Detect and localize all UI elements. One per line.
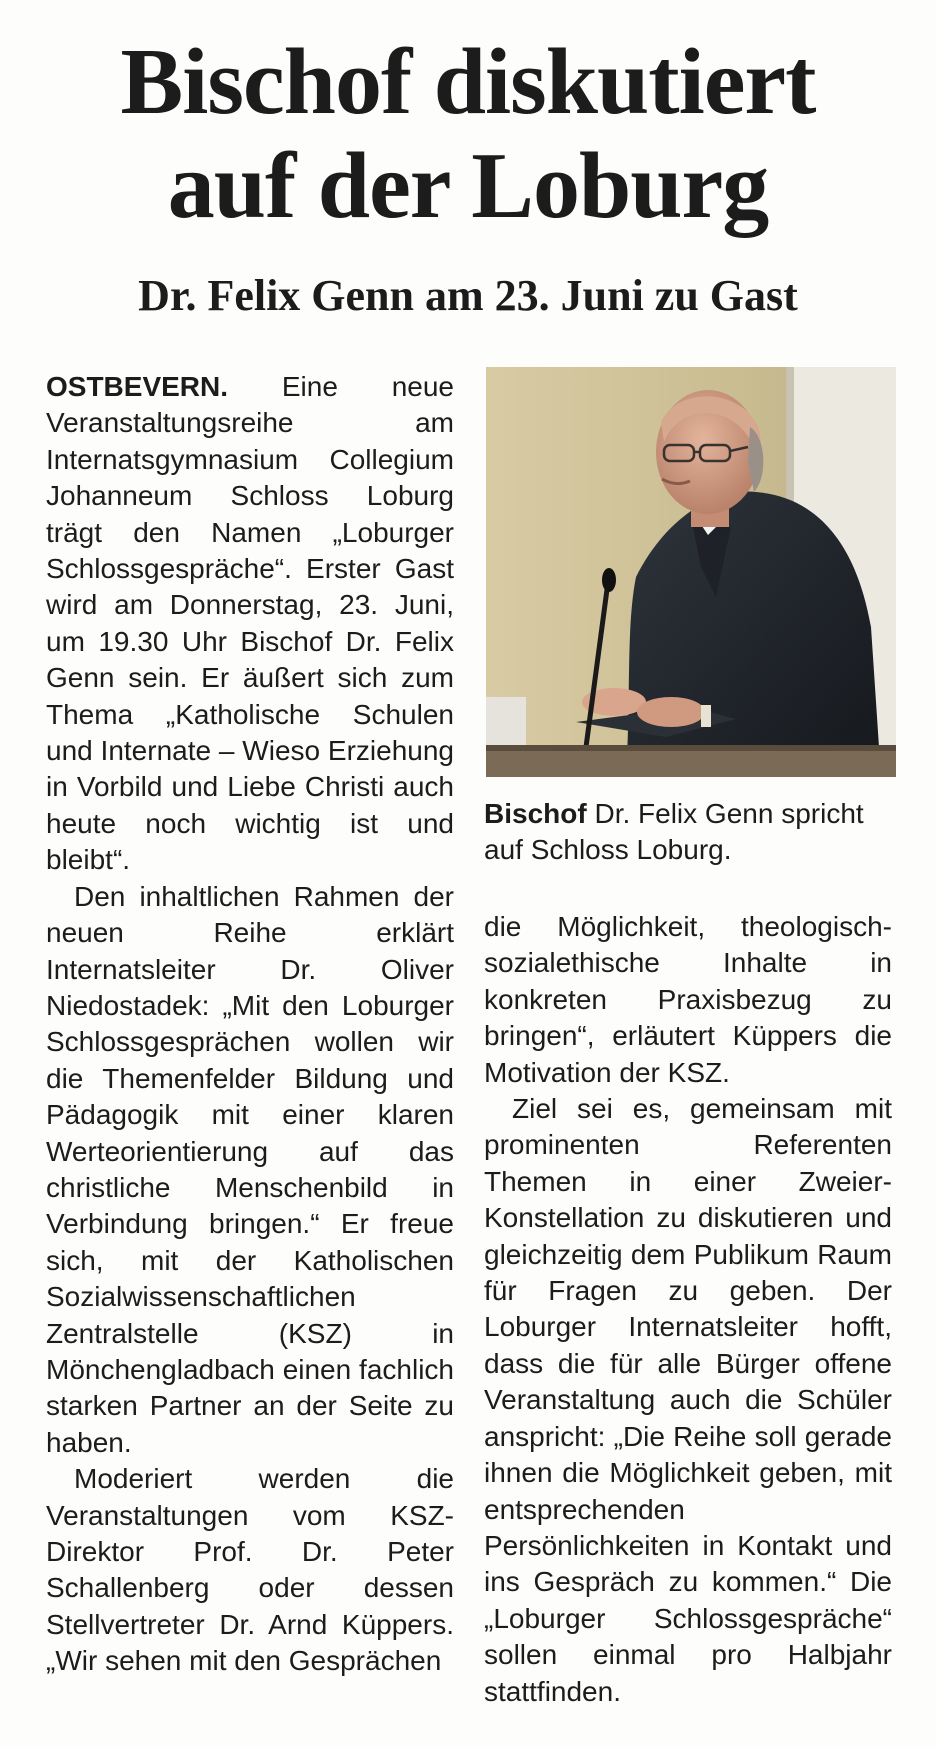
paragraph-1-text: Eine neue Veranstaltungsreihe am Internatsgymnasium Collegium Johanneum Schloss Loburg trägt den Namen „Loburger Schlossgespräche“. Erster Gast wird am Donnerstag, 23. Juni, um 19.30 Uhr Bischof Dr. Felix Genn sein. Er äußert sich zum Thema „Katholische Schulen und Internate – Wieso Erziehung in Vorbild und Liebe Christi auch heute noch wichtig ist und bleibt“. bbox=[46, 371, 455, 876]
dateline: OSTBEVERN. bbox=[46, 371, 229, 402]
caption-lead: Bischof bbox=[484, 798, 587, 829]
photo-caption bbox=[484, 796, 896, 868]
left-column bbox=[46, 369, 454, 1680]
subheadline: Dr. Felix Genn am 23. Juni zu Gast bbox=[138, 271, 798, 320]
headline-line-1: Bischof diskutiert bbox=[120, 30, 816, 134]
paragraph-5: Ziel sei es, gemeinsam mit prominenten Referenten Themen in einer Zweier-Konstellation zu diskutieren und gleichzeitig dem Publikum Raum für Fragen zu geben. Der Loburger Internatsleiter hofft, dass die für alle Bürger offene Veranstaltung auch die Schüler anspricht: „Die Reihe soll gerade ihnen die Möglichkeit geben, mit entsprechenden Persönlichkeiten in Kontakt und ins Gespräch zu kommen.“ Die „Loburger Schlossgespräche“ sollen einmal pro Halbjahr stattfinden. bbox=[484, 1093, 892, 1707]
paragraph-2: Den inhaltlichen Rahmen der neuen Reihe erklärt Internatsleiter Dr. Oliver Niedostadek: „Mit den Loburger Schlossgesprächen wollen wir die Themenfelder Bildung und Pädagogik mit einer klaren Werteorientierung auf das christliche Menschenbild in Verbindung bringen.“ Er freue sich, mit der Katholischen Sozialwissenschaftlichen Zentralstelle (KSZ) in Mönchengladbach einen fachlich starken Partner an der Seite zu haben. bbox=[46, 880, 454, 1458]
bishop-speaking-image bbox=[486, 367, 896, 777]
paragraph-4: die Möglichkeit, theologisch-sozialethische Inhalte in konkreten Praxisbezug zu bringen“, erläutert Küppers die Motivation der KSZ. bbox=[484, 911, 892, 1088]
headline-line-2: auf der Loburg bbox=[167, 134, 769, 238]
caption-text: Dr. Felix Genn spricht auf Schloss Loburg. bbox=[484, 798, 864, 865]
paragraph-3: Moderiert werden die Veranstaltungen vom KSZ-Direktor Prof. Dr. Peter Schallenberg oder dessen Stellvertreter Dr. Arnd Küppers. „Wir sehen mit den Gesprächen bbox=[46, 1463, 454, 1677]
headline bbox=[0, 30, 936, 238]
right-column bbox=[484, 909, 892, 1710]
paragraph-intro bbox=[46, 369, 454, 879]
bishop-photo bbox=[486, 367, 896, 777]
